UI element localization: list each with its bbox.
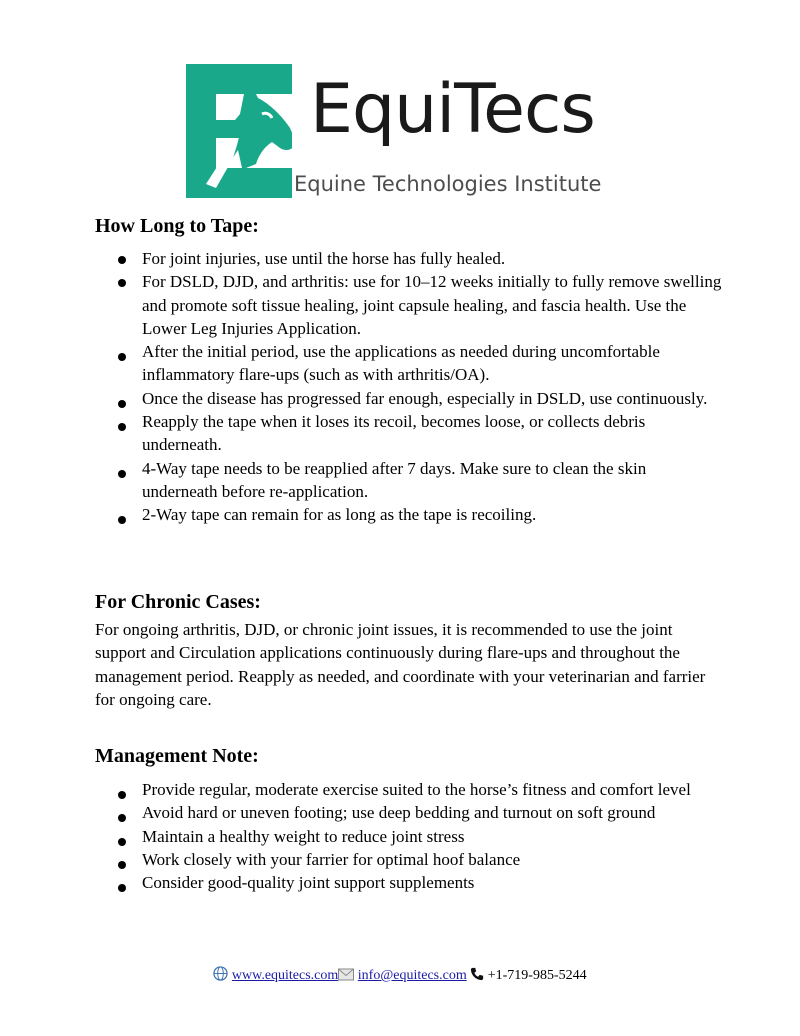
globe-icon: [213, 966, 228, 981]
logo-title: EquiTecs: [310, 70, 595, 149]
list-item: Avoid hard or uneven footing; use deep bedding and turnout on soft ground: [142, 801, 722, 824]
list-item: 2-Way tape can remain for as long as the tape is recoiling.: [142, 503, 722, 526]
envelope-icon: [338, 968, 354, 981]
list-item: Maintain a healthy weight to reduce joint stress: [142, 825, 722, 848]
list-item: After the initial period, use the applications as needed during uncomfortable inflammatory flare-ups (such as with arthritis/OA).: [142, 340, 722, 387]
section-heading-tape: How Long to Tape:: [95, 215, 259, 237]
section-heading-management: Management Note:: [95, 745, 259, 767]
list-item: For joint injuries, use until the horse has fully healed.: [142, 247, 722, 270]
list-item: Once the disease has progressed far enough, especially in DSLD, use continuously.: [142, 387, 722, 410]
logo: [186, 64, 626, 202]
email-link[interactable]: info@equitecs.com: [357, 968, 467, 983]
list-item: Consider good-quality joint support supplements: [142, 871, 722, 894]
list-item: For DSLD, DJD, and arthritis: use for 10–12 weeks initially to fully remove swelling and promote soft tissue healing, joint capsule healing, and fascia health. Use the Lower Leg Injuries Application.: [142, 270, 722, 340]
logo-subtitle: Equine Technologies Institute: [294, 172, 602, 196]
chronic-paragraph: For ongoing arthritis, DJD, or chronic joint issues, it is recommended to use the joint support and Circulation applications continuously during flare-ups and throughout the management period. Reapply as needed, and coordinate with your veterinarian and farrier for ongoing care.: [95, 620, 706, 709]
horse-logo-icon: [186, 64, 292, 198]
phone-icon: [470, 967, 484, 981]
phone-number: +1-719-985-5244: [487, 968, 587, 983]
website-link[interactable]: www.equitecs.com: [231, 968, 339, 983]
list-item: Work closely with your farrier for optimal hoof balance: [142, 848, 722, 871]
section-heading-chronic: For Chronic Cases:: [95, 591, 261, 613]
tape-list: [142, 247, 722, 527]
management-list: [142, 778, 722, 894]
list-item: 4-Way tape needs to be reapplied after 7 days. Make sure to clean the skin underneath before re-application.: [142, 457, 722, 504]
list-item: Reapply the tape when it loses its recoil, becomes loose, or collects debris underneath.: [142, 410, 722, 457]
list-item: Provide regular, moderate exercise suited to the horse’s fitness and comfort level: [142, 778, 722, 801]
footer-contact: [0, 966, 800, 986]
